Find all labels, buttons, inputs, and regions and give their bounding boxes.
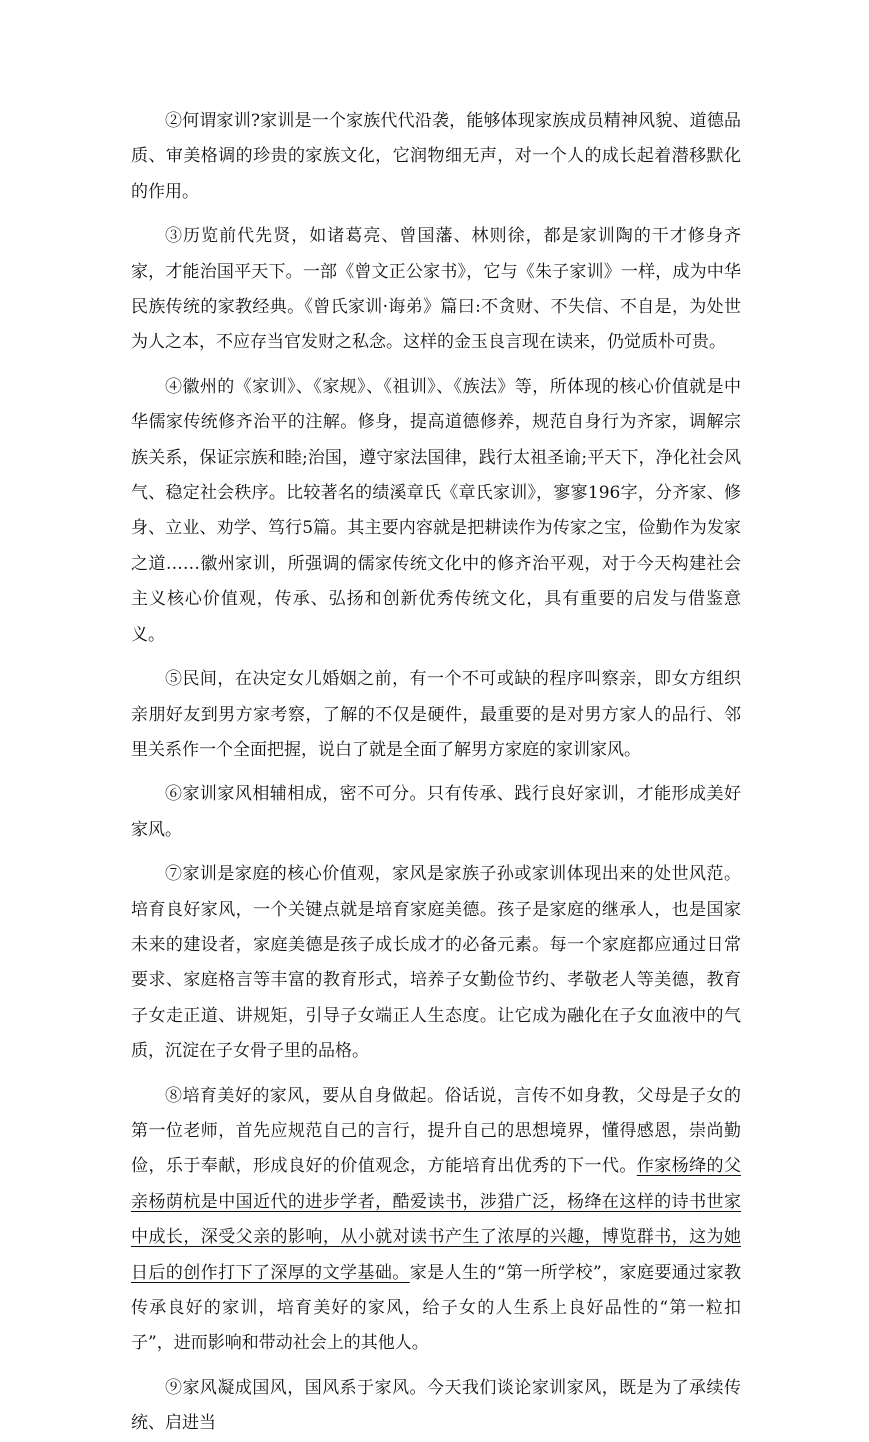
paragraph-8-tail: 家是人生的“第一所学校”，家庭要通过家教传承良好的家训，培育美好的家风，给子女的人生系上良好品性的“第一粒扣子”，进而影响和带动社会上的其他人。	[131, 1262, 741, 1354]
paragraph-8-lead: ⑧培育美好的家风，要从自身做起。俗话说，言传不如身教，父母是子女的第一位老师，首先应规范自己的言行，提升自己的思想境界，懂得感恩，崇尚勤俭，乐于奉献，形成良好的价值观念，方能培育出优秀的下一代。	[131, 1085, 741, 1177]
paragraph-8	[131, 1079, 741, 1362]
underlined-passage: 作家杨绛的父亲杨荫杭是中国近代的进步学者，酷爱读书，涉猎广泛，杨绛在这样的诗书世家中成长，深受父亲的影响，从小就对读书产生了浓厚的兴趣，博览群书，这为她日后的创作打下了深厚的文学基础。	[131, 1156, 742, 1283]
paragraph-5: ⑤民间，在决定女儿婚姻之前，有一个不可或缺的程序叫察亲，即女方组织亲朋好友到男方家考察，了解的不仅是硬件，最重要的是对男方家人的品行、邻里关系作一个全面把握，说白了就是全面了解男方家庭的家训家风。	[131, 669, 741, 760]
paragraph-9: ⑨家风凝成国风，国风系于家风。今天我们谈论家训家风，既是为了承续传统、启进当	[131, 1377, 741, 1434]
paragraph-3: ③历览前代先贤，如诸葛亮、曾国藩、林则徐，都是家训陶的干才修身齐家，才能治国平天下。一部《曾文正公家书》，它与《朱子家训》一样，成为中华民族传统的家教经典。《曾氏家训·诲弟》篇曰:不贪财、不失信、不自是，为处世为人之本，不应存当官发财之私念。这样的金玉良言现在读来，仍觉质朴可贵。	[131, 226, 741, 353]
paragraph-7: ⑦家训是家庭的核心价值观，家风是家族子孙或家训体现出来的处世风范。培育良好家风，一个关键点就是培育家庭美德。孩子是家庭的继承人，也是国家未来的建设者，家庭美德是孩子成长成才的必备元素。每一个家庭都应通过日常要求、家庭格言等丰富的教育形式，培养子女勤俭节约、孝敬老人等美德，教育子女走正道、讲规矩，引导子女端正人生态度。让它成为融化在子女血液中的气质，沉淀在子女骨子里的品格。	[131, 864, 741, 1062]
article-body	[131, 104, 741, 1442]
paragraph-2: ②何谓家训?家训是一个家族代代沿袭，能够体现家族成员精神风貌、道德品质、审美格调的珍贵的家族文化，它润物细无声，对一个人的成长起着潜移默化的作用。	[131, 111, 741, 202]
paragraph-4: ④徽州的《家训》、《家规》、《祖训》、《族法》等，所体现的核心价值就是中华儒家传统修齐治平的注解。修身，提高道德修养，规范自身行为齐家，调解宗族关系，保证宗族和睦;治国，遵守家法国律，践行太祖圣谕;平天下，净化社会风气、稳定社会秩序。比较著名的绩溪章氏《章氏家训》，寥寥196字，分齐家、修身、立业、劝学、笃行5篇。其主要内容就是把耕读作为传家之宝，俭勤作为发家之道……徽州家训，所强调的儒家传统文化中的修齐治平观，对于今天构建社会主义核心价值观，传承、弘扬和创新优秀传统文化，具有重要的启发与借鉴意义。	[131, 376, 741, 645]
paragraph-6: ⑥家训家风相辅相成，密不可分。只有传承、践行良好家训，才能形成美好家风。	[131, 784, 741, 840]
